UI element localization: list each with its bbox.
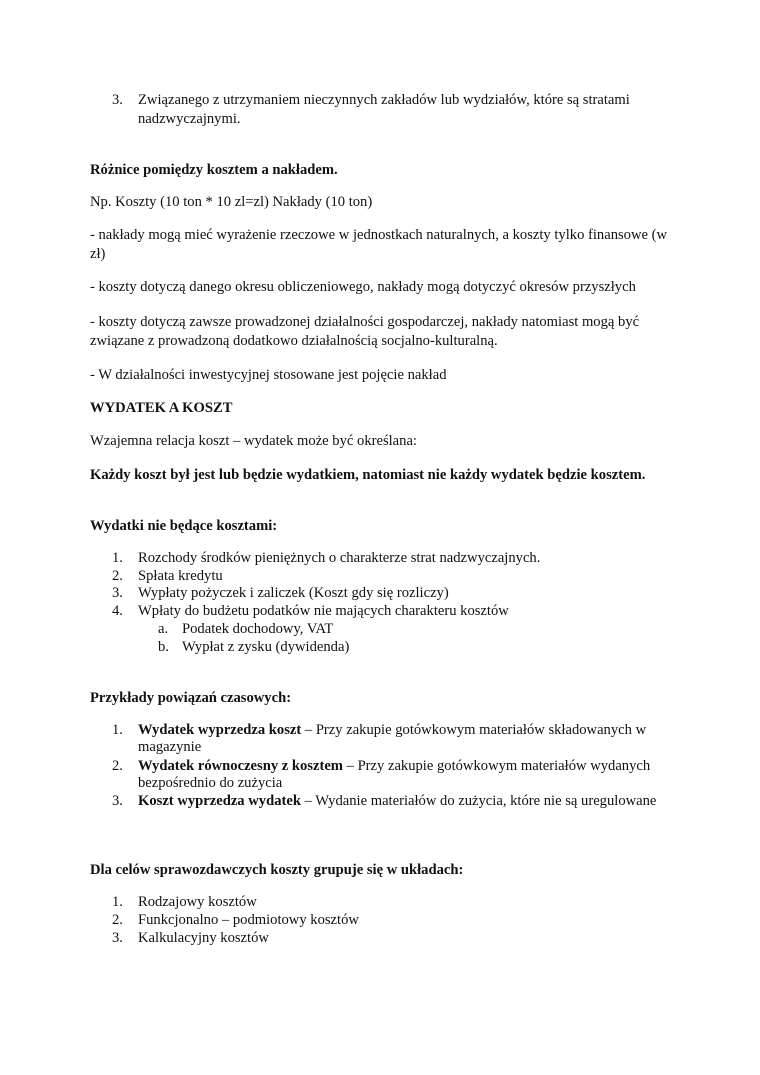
list-number: 3. (112, 92, 123, 108)
list-text: Rodzajowy kosztów (138, 894, 257, 910)
list-number: 1. (112, 550, 123, 566)
list-bold-term: Wydatek równoczesny z kosztem (138, 758, 343, 774)
list-number: 1. (112, 722, 123, 738)
paragraph-diff-2: - koszty dotyczą danego okresu obliczeniowego, nakłady mogą dotyczyć okresów przyszłych (90, 279, 636, 295)
list-text (138, 793, 680, 810)
section-heading-wydatek: WYDATEK A KOSZT (90, 400, 233, 416)
list-text: Wypłat z zysku (dywidenda) (182, 639, 350, 655)
list-rest-text: – Przy zakupie gotówkowym materiałów wydanych bezpośrednio do zużycia (138, 758, 651, 791)
list-item (112, 758, 680, 792)
section-heading-uklady: Dla celów sprawozdawczych koszty grupuje się w układach: (90, 862, 464, 878)
list-text: Wypłaty pożyczek i zaliczek (Koszt gdy się rozliczy) (138, 585, 449, 601)
list-bold-term: Wydatek wyprzedza koszt (138, 722, 302, 738)
list-item (112, 793, 680, 810)
list-item (112, 568, 680, 586)
list-number: 4. (112, 603, 123, 619)
list-text (138, 758, 680, 792)
list-letter: a. (158, 621, 169, 637)
list-item (112, 585, 680, 603)
paragraph-diff-3: - koszty dotyczą zawsze prowadzonej działalności gospodarczej, nakłady natomiast mogą być związane z prowadzoną dodatkowo działalnością socjalno-kulturalną. (90, 314, 640, 349)
sub-list-item (158, 639, 678, 657)
list-text (138, 722, 680, 756)
list-item (112, 91, 680, 129)
subheading-wydatki: Wydatki nie będące kosztami: (90, 518, 278, 534)
list-text: Związanego z utrzymaniem nieczynnych zakładów lub wydziałów, które są stratami nadzwyczajnymi. (138, 92, 630, 127)
paragraph-diff-1: - nakłady mogą mieć wyrażenie rzeczowe w jednostkach naturalnych, a koszty tylko finansowe (w zł) (90, 227, 668, 262)
paragraph-example: Np. Koszty (10 ton * 10 zl=zl) Nakłady (10 ton) (90, 194, 373, 210)
list-text: Spłata kredytu (138, 568, 223, 584)
list-text: Podatek dochodowy, VAT (182, 621, 334, 637)
list-number: 3. (112, 930, 123, 946)
list-item (112, 894, 680, 912)
paragraph-intro: Wzajemna relacja koszt – wydatek może być określana: (90, 433, 417, 449)
list-number: 1. (112, 894, 123, 910)
section-heading-diff: Różnice pomiędzy kosztem a nakładem. (90, 162, 338, 178)
sub-list-item (158, 621, 678, 639)
list-number: 3. (112, 793, 123, 809)
list-text: Kalkulacyjny kosztów (138, 930, 269, 946)
section-heading-przyklady: Przykłady powiązań czasowych: (90, 690, 292, 706)
bold-statement: Każdy koszt był jest lub będzie wydatkiem, natomiast nie każdy wydatek będzie kosztem. (90, 467, 646, 483)
list-letter: b. (158, 639, 169, 655)
list-item (112, 550, 680, 568)
list-rest-text: – Wydanie materiałów do zużycia, które nie są uregulowane (300, 793, 657, 809)
list-rest-text: – Przy zakupie gotówkowym materiałów składowanych w magazynie (138, 722, 647, 755)
list-item (112, 603, 680, 621)
list-bold-term: Koszt wyprzedza wydatek (138, 793, 301, 809)
list-number: 2. (112, 912, 123, 928)
list-text: Wpłaty do budżetu podatków nie mających charakteru kosztów (138, 603, 509, 619)
paragraph-diff-4: - W działalności inwestycyjnej stosowane jest pojęcie nakład (90, 367, 447, 383)
list-item (112, 912, 680, 930)
list-number: 2. (112, 568, 123, 584)
list-number: 3. (112, 585, 123, 601)
list-text: Rozchody środków pieniężnych o charakterze strat nadzwyczajnych. (138, 550, 541, 566)
list-text: Funkcjonalno – podmiotowy kosztów (138, 912, 359, 928)
list-number: 2. (112, 758, 123, 774)
list-item (112, 722, 680, 756)
list-item (112, 930, 680, 948)
